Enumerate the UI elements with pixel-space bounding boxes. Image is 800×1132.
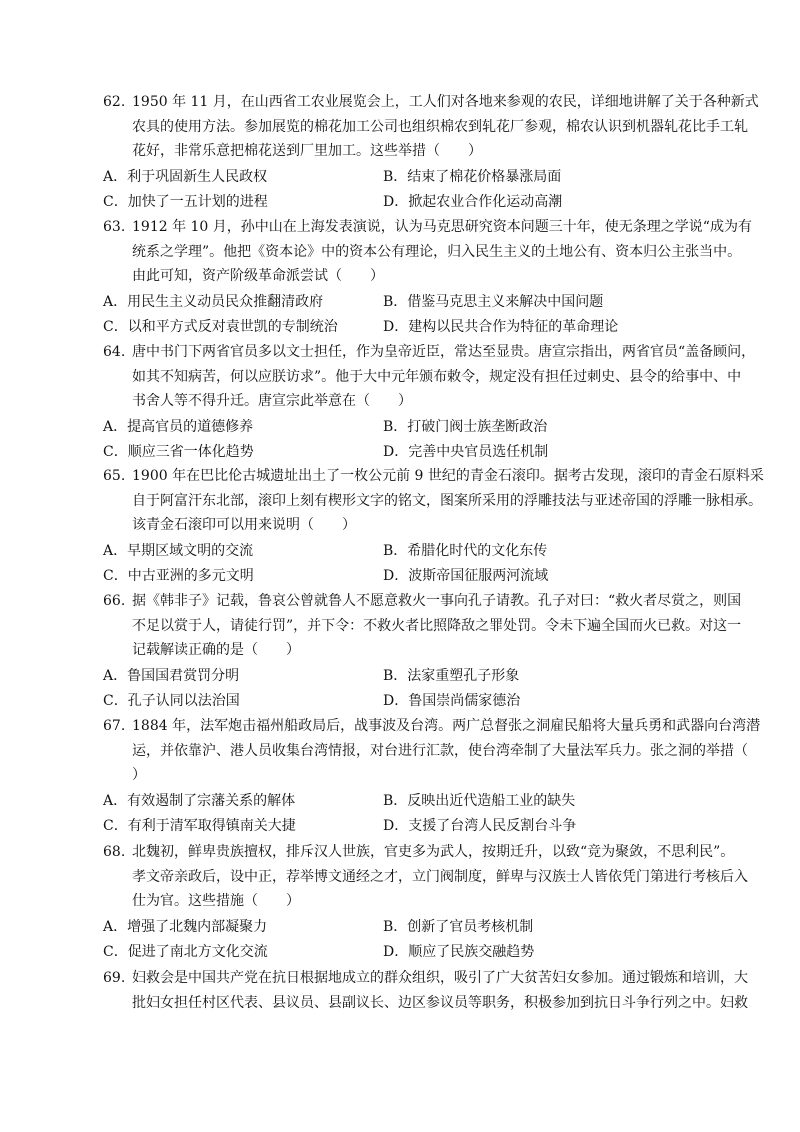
answer-option-c[interactable]: C．加快了一五计划的进程 (103, 194, 268, 210)
answer-option-d[interactable]: D．波斯帝国征服两河流域 (383, 568, 549, 584)
answer-option-a[interactable]: A．早期区域文明的交流 (103, 542, 254, 559)
answer-option-b[interactable]: B．打破门阀士族垄断政治 (383, 418, 548, 435)
answer-option-a[interactable]: A．增强了北魏内部凝聚力 (103, 918, 268, 935)
answer-option-a[interactable]: A．有效遏制了宗藩关系的解体 (103, 792, 296, 809)
answer-option-a[interactable]: A．用民生主义动员民众推翻清政府 (103, 293, 324, 310)
question-stem-line: ） (132, 767, 146, 783)
answer-option-c[interactable]: C．顺应三省一体化趋势 (103, 444, 254, 460)
answer-option-c[interactable]: C．以和平方式反对袁世凯的专制统治 (103, 319, 338, 335)
question-stem-line: 运，并依靠沪、港人员收集台湾情报，对台进行汇款，使台湾牵制了大量法军兵力。张之洞的举措（ (132, 742, 748, 759)
answer-option-d[interactable]: D．完善中央官员选任机制 (383, 444, 549, 460)
answer-option-d[interactable]: D．鲁国崇尚儒家德治 (383, 693, 521, 709)
question-stem-line: 花好，非常乐意把棉花送到厂里加工。这些举措（ ） (132, 143, 482, 159)
question-stem-line: 批妇女担任村区代表、县议员、县副议长、边区参议员等职务，积极参加到抗日斗争行列之中。妇救 (132, 994, 748, 1011)
answer-option-a[interactable]: A．利于巩固新生人民政权 (103, 168, 268, 185)
question-stem-line: 记载解读正确的是（ ） (132, 642, 300, 658)
question-number: 66. (103, 593, 126, 609)
answer-option-d[interactable]: D．顺应了民族交融趋势 (383, 944, 535, 960)
question-stem-line: 如其不知病苦，何以应朕访求”。他于大中元年颁布敕令，规定没有担任过刺史、县令的给事中、中 (132, 368, 742, 385)
question-stem-line: 农具的使用方法。参加展览的棉花加工公司也组织棉农到轧花厂参观，棉农认识到机器轧花比手工轧 (132, 118, 748, 135)
question-stem-line: 孝文帝亲政后，设中正，荐举博文通经之才，立门阀制度，鲜卑与汉族士人皆依凭门第进行考核后入 (132, 868, 748, 885)
answer-option-c[interactable]: C．促进了南北方文化交流 (103, 944, 268, 960)
question-number: 62. (103, 94, 126, 110)
question-number: 65. (103, 468, 126, 484)
question-stem-line: 统系之学理”。他把《资本论》中的资本公有理论，归入民生主义的土地公有、资本归公主张当中。 (132, 243, 742, 260)
answer-option-b[interactable]: B．结束了棉花价格暴涨局面 (383, 168, 562, 185)
answer-option-a[interactable]: A．鲁国国君赏罚分明 (103, 667, 240, 684)
answer-option-b[interactable]: B．希腊化时代的文化东传 (383, 542, 548, 559)
question-stem-line: 仕为官。这些措施（ ） (132, 893, 300, 909)
question-stem-line: 1884 年，法军炮击福州船政局后，战事波及台湾。两广总督张之洞雇民船将大量兵勇和武器向台湾潜 (132, 718, 761, 734)
question-stem-line: 自于阿富汗东北部，滚印上刻有楔形文字的铭文，图案所采用的浮雕技法与亚述帝国的浮雕一脉相承。 (132, 492, 762, 509)
question-stem-line: 不足以赏于人，请徒行罚”，并下令：不救火者比照降敌之罪处罚。令未下遍全国而火已救。对这一 (132, 617, 742, 634)
answer-option-b[interactable]: B．借鉴马克思主义来解决中国问题 (383, 293, 604, 310)
question-stem-line: 由此可知，资产阶级革命派尝试（ ） (132, 268, 384, 284)
question-number: 63. (103, 219, 126, 235)
question-number: 68. (103, 844, 126, 860)
question-stem-line: 1950 年 11 月，在山西省工农业展览会上，工人们对各地来参观的农民，详细地讲解了关于各种新式 (132, 94, 759, 110)
answer-option-b[interactable]: B．创新了官员考核机制 (383, 918, 534, 935)
question-stem-line: 1912 年 10 月，孙中山在上海发表演说，认为马克思研究资本问题三十年，使无条理之学说“成为有 (132, 219, 752, 235)
question-stem-line: 妇救会是中国共产党在抗日根据地成立的群众组织，吸引了广大贫苦妇女参加。通过锻炼和培训，大 (132, 970, 748, 986)
question-stem-line: 据《韩非子》记载，鲁哀公曾就鲁人不愿意救火一事向孔子请教。孔子对曰：“救火者尽赏之，则国 (132, 593, 742, 609)
question-stem-line: 1900 年在巴比伦古城遗址出土了一枚公元前 9 世纪的青金石滚印。据考古发现，滚印的青金石原料采 (132, 468, 764, 484)
answer-option-b[interactable]: B．法家重塑孔子形象 (383, 667, 520, 684)
answer-option-b[interactable]: B．反映出近代造船工业的缺失 (383, 792, 576, 809)
question-number: 69. (103, 970, 126, 986)
answer-option-d[interactable]: D．支援了台湾人民反割台斗争 (383, 818, 577, 834)
answer-option-d[interactable]: D．建构以民共合作为特征的革命理论 (383, 319, 619, 335)
answer-option-a[interactable]: A．提高官员的道德修养 (103, 418, 254, 435)
question-number: 64. (103, 344, 126, 360)
question-stem-line: 唐中书门下两省官员多以文士担任，作为皇帝近臣，常达至显贵。唐宣宗指出，两省官员“盖备顾问， (132, 344, 756, 360)
answer-option-c[interactable]: C．中古亚洲的多元文明 (103, 568, 254, 584)
question-stem-line: 该青金石滚印可以用来说明（ ） (132, 517, 356, 533)
question-stem-line: 书舍人等不得升迁。唐宣宗此举意在（ ） (132, 393, 412, 409)
answer-option-d[interactable]: D．掀起农业合作化运动高潮 (383, 194, 563, 210)
answer-option-c[interactable]: C．有利于清军取得镇南关大捷 (103, 818, 296, 834)
answer-option-c[interactable]: C．孔子认同以法治国 (103, 693, 240, 709)
question-stem-line: 北魏初，鲜卑贵族擅权，排斥汉人世族，官吏多为武人，按期迁升，以致“竞为聚敛，不思利民”。 (132, 844, 735, 860)
question-number: 67. (103, 718, 126, 734)
